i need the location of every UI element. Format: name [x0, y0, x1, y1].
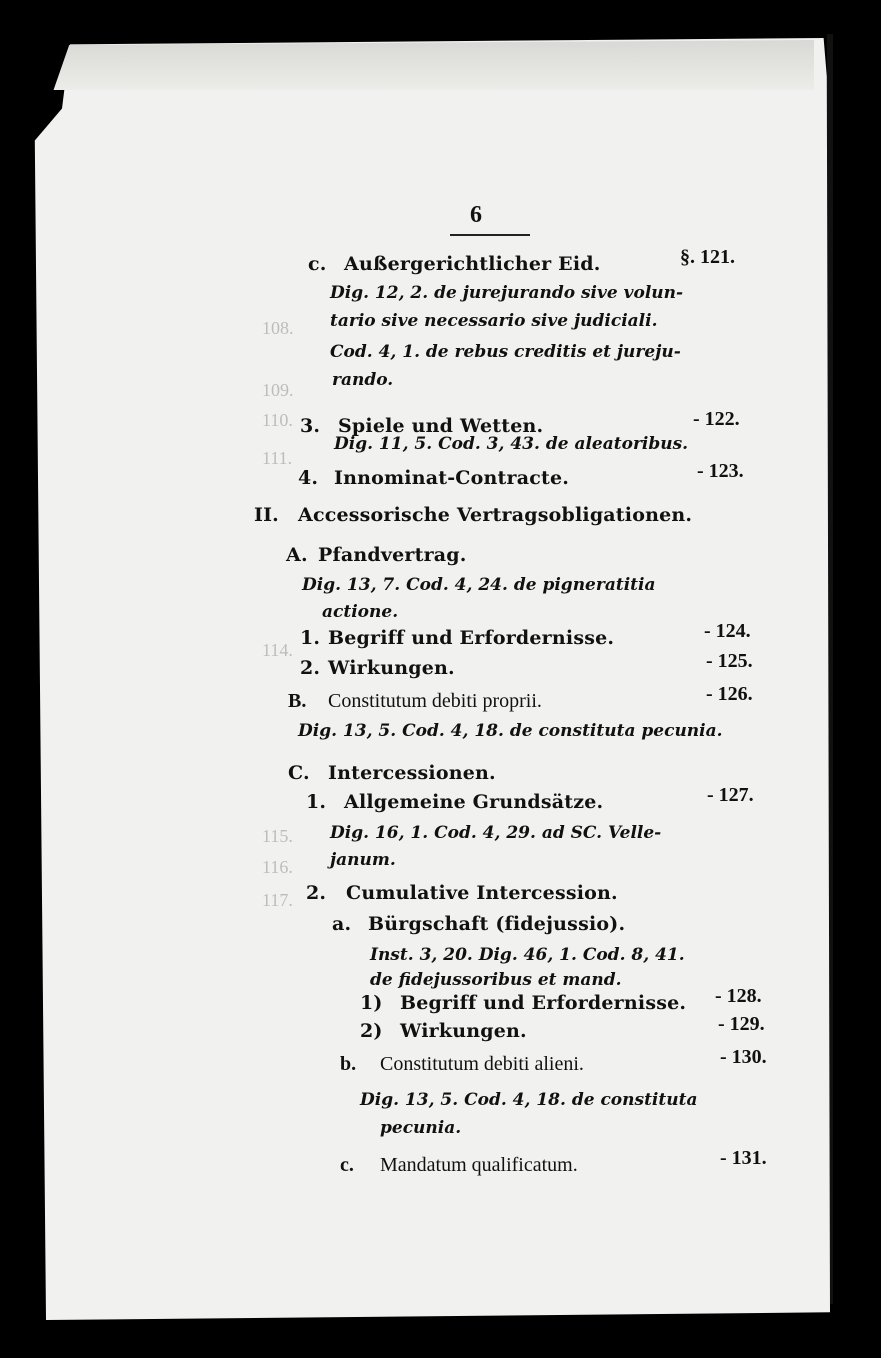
section-reference: - 127. — [707, 784, 754, 806]
entry-title: Begriff und Erfordernisse. — [400, 992, 687, 1014]
citation-text: Dig. 13, 7. Cod. 4, 24. de pigneratitia — [302, 575, 656, 595]
bleed-through: 111. — [262, 448, 293, 468]
section-reference: - 129. — [718, 1013, 765, 1035]
citation-text: Dig. 11, 5. Cod. 3, 43. de aleatoribus. — [334, 434, 689, 454]
entry-title: Innominat-Contracte. — [334, 467, 570, 489]
section-reference: - 122. — [693, 408, 740, 430]
bleed-through: 108. — [262, 318, 294, 338]
entry-label: B. — [288, 690, 307, 712]
bleed-through: 109. — [262, 380, 294, 400]
section-reference: - 131. — [720, 1147, 767, 1169]
entry-title: Wirkungen. — [400, 1020, 527, 1042]
entry-title: Spiele und Wetten. — [338, 415, 544, 437]
citation-text: pecunia. — [380, 1118, 462, 1138]
entry-label: 4. — [298, 467, 319, 489]
citation-text: actione. — [322, 602, 399, 622]
citation-text: Dig. 16, 1. Cod. 4, 29. ad SC. Velle- — [330, 823, 662, 843]
citation-text: Inst. 3, 20. Dig. 46, 1. Cod. 8, 41. — [370, 945, 685, 965]
entry-title: Allgemeine Grundsätze. — [344, 791, 604, 813]
section-reference: - 128. — [715, 985, 762, 1007]
entry-label: A. — [286, 544, 308, 566]
entry-label: b. — [340, 1053, 357, 1075]
entry-label: 2. — [306, 882, 327, 904]
entry-title: Pfandvertrag. — [318, 544, 467, 566]
section-reference: - 124. — [704, 620, 751, 642]
bleed-through: 110. — [262, 410, 293, 430]
page-number: 6 — [470, 202, 482, 228]
section-reference: - 123. — [697, 460, 744, 482]
citation-text: janum. — [330, 850, 396, 870]
entry-title: Constitutum debiti alieni. — [380, 1053, 584, 1075]
section-reference: - 130. — [720, 1046, 767, 1068]
section-reference: - 125. — [706, 650, 753, 672]
entry-title: Constitutum debiti proprii. — [328, 690, 542, 712]
entry-label: C. — [288, 762, 310, 784]
entry-label: 3. — [300, 415, 321, 437]
citation-text: Cod. 4, 1. de rebus creditis et jureju- — [330, 342, 681, 362]
bleed-through: 116. — [262, 857, 293, 877]
page-number-rule — [450, 234, 530, 236]
citation-text: Dig. 12, 2. de jurejurando sive volun- — [330, 283, 684, 303]
entry-label: 2) — [360, 1020, 383, 1042]
section-reference: §. 121. — [680, 246, 735, 268]
entry-title: Mandatum qualificatum. — [380, 1154, 578, 1176]
bleed-through: 114. — [262, 640, 293, 660]
bleed-through: 115. — [262, 826, 293, 846]
entry-title: Accessorische Vertragsobligationen. — [298, 504, 693, 526]
entry-label: c. — [340, 1154, 354, 1176]
entry-label: 1) — [360, 992, 383, 1014]
entry-title: Außergerichtlicher Eid. — [344, 253, 601, 275]
entry-title: Cumulative Intercession. — [346, 882, 618, 904]
entry-title: Bürgschaft (fidejussio). — [368, 913, 626, 935]
citation-text: de fidejussoribus et mand. — [370, 970, 622, 990]
entry-label: 1. — [306, 791, 327, 813]
citation-text: rando. — [332, 370, 394, 390]
entry-title: Begriff und Erfordernisse. — [328, 627, 615, 649]
citation-text: Dig. 13, 5. Cod. 4, 18. de constituta pecunia. — [298, 721, 723, 741]
entry-label: 2. — [300, 657, 321, 679]
entry-title: Intercessionen. — [328, 762, 496, 784]
entry-label: c. — [308, 253, 327, 275]
entry-label: 1. — [300, 627, 321, 649]
citation-text: tario sive necessario sive judiciali. — [330, 311, 658, 331]
page-fold — [30, 40, 814, 90]
entry-label: a. — [332, 913, 352, 935]
bleed-through: 117. — [262, 890, 293, 910]
entry-label: II. — [254, 504, 279, 526]
entry-title: Wirkungen. — [328, 657, 455, 679]
section-reference: - 126. — [706, 683, 753, 705]
citation-text: Dig. 13, 5. Cod. 4, 18. de constituta — [360, 1090, 698, 1110]
